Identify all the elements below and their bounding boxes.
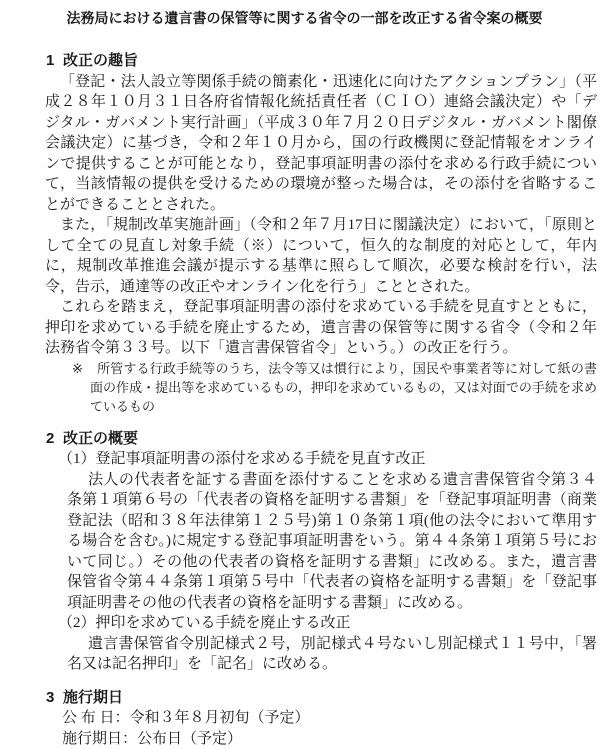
remark-text: 所管する行政手続等のうち，法令等又は慣行により，国民や事業者等に対して紙の書面の作成・提出等を求めているもの，押印を求めているもの，又は対面での手続を求めているもの [90, 361, 597, 414]
item-2-heading [58, 613, 597, 634]
section-2-number: 2 [46, 429, 63, 450]
section-1-number: 1 [46, 51, 63, 72]
section-3-title: 施行期日 [63, 689, 123, 706]
section-2-heading [45, 429, 597, 450]
remark-marker: ※ [72, 361, 83, 376]
item-2-body: 遺言書保管省令別記様式２号，別記様式４号ないし別記様式１１号中，「署名又は記名押印」を「記名」に改める。 [67, 634, 597, 675]
item-1-body: 法人の代表者を証する書面を添付することを求める遺言書保管省令第３４条第１項第６号の「代表者の資格を証明する書類」を「登記事項証明書（商業登記法（昭和３８年法律第１２５号)第１０条第１項(他の法令において準用する場合を含む。)に規定する登記事項証明書をいう。第４４条第１項第５号において同じ。）その他の代表者の資格を証明する書類」に改める。また，遺言書保管省令第４４条第１項第５号中「代表者の資格を証明する書類」を「登記事項証明書その他の代表者の資格を証明する書類」に改める。 [67, 470, 597, 614]
section-2-title: 改正の概要 [63, 430, 138, 447]
enforcement-date-line: 施行期日：公布日（予定） [62, 729, 597, 749]
document-title: 法務局における遺言書の保管等に関する省令の一部を改正する省令案の概要 [0, 4, 609, 29]
footnote-remark [72, 359, 597, 416]
item-1-label: （1） [58, 451, 96, 467]
section-1 [45, 51, 597, 416]
publication-date-line: 公 布 日：令和３年８月初旬（予定） [62, 708, 597, 729]
item-2-label: （2） [58, 615, 96, 631]
paragraph-action-plan: 「登記・法人設立等関係手続の簡素化・迅速化に向けたアクションプラン」（平成２８年１０月３１日各府省情報化統括責任者（ＣＩＯ）連絡会議決定）や「デジタル・ガバメント実行計画」（平成３０年７月２０日デジタル・ガバメント閣僚会議決定）に基づき，令和２年１０月から，国の行政機関に登記情報をオンラインで提供することが可能となり，登記事項証明書の添付を求める行政手続について，当該情報の提供を受けるための環境が整った場合は，その添付を省略することができることとされた。 [45, 72, 597, 216]
section-3 [45, 688, 597, 749]
section-1-heading [45, 51, 597, 72]
item-1-title: 登記事項証明書の添付を求める手続を見直す改正 [96, 451, 426, 467]
section-2 [45, 429, 597, 675]
paragraph-regulatory-reform-plan: また，「規制改革実施計画」（令和２年７月17日に閣議決定）において，「原則として全ての見直し対象手続（※）について，恒久的な制度的対応として，年内に，規制改革推進会議が提示する基準に照らして順次，必要な検討を行い，法令，告示，通達等の改正やオンライン化を行う」こととされた。 [45, 215, 597, 297]
section-3-number: 3 [46, 688, 63, 709]
section-1-title: 改正の趣旨 [63, 52, 138, 69]
paragraph-amendment-purpose: これらを踏まえ，登記事項証明書の添付を求めている手続を見直すとともに，押印を求めている手続を廃止するため，遺言書の保管等に関する省令（令和２年法務省令第３３号。以下「遺言書保管省令」という。）の改正を行う。 [45, 297, 597, 359]
item-1-heading [58, 449, 597, 470]
item-2-title: 押印を求めている手続を廃止する改正 [96, 615, 351, 631]
section-3-heading [45, 688, 597, 709]
